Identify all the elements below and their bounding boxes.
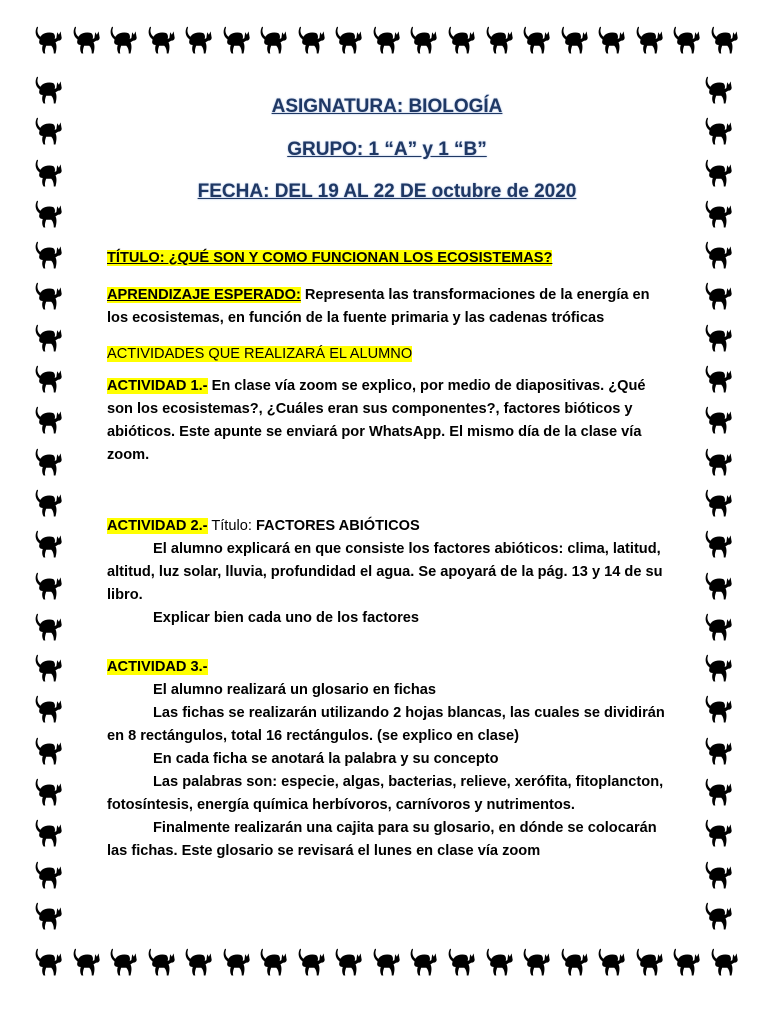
activity-3-paragraph: Finalmente realizarán una cajita para su glosario, en dónde se colocarán las fichas. Este glosario se revisará el lunes en clase vía zoom <box>107 820 657 859</box>
activities-heading <box>107 343 667 366</box>
black-cat-icon <box>481 944 515 978</box>
black-cat-icon <box>700 361 734 395</box>
black-cat-icon <box>700 485 734 519</box>
black-cat-icon <box>105 22 139 56</box>
black-cat-icon <box>700 898 734 932</box>
activity-3-paragraph: Las fichas se realizarán utilizando 2 hojas blancas, las cuales se dividirán en 8 rectángulos, total 16 rectángulos. (se explico en clase) <box>107 705 665 744</box>
black-cat-icon <box>593 944 627 978</box>
black-cat-icon <box>706 22 740 56</box>
black-cat-icon <box>330 22 364 56</box>
black-cat-icon <box>700 650 734 684</box>
activity-2-paragraph: El alumno explicará en que consiste los factores abióticos: clima, latitud, altitud, luz solar, lluvia, profundidad el agua. Se apoyará de la pág. 13 y 14 de su libro. <box>107 541 663 603</box>
black-cat-icon <box>105 944 139 978</box>
black-cat-icon <box>30 320 64 354</box>
black-cat-icon <box>68 22 102 56</box>
activities-heading-text: ACTIVIDADES QUE REALIZARÁ EL ALUMNO <box>107 346 413 362</box>
black-cat-icon <box>30 444 64 478</box>
black-cat-icon <box>143 22 177 56</box>
black-cat-icon <box>180 944 214 978</box>
black-cat-icon <box>30 72 64 106</box>
black-cat-icon <box>30 815 64 849</box>
subject-heading: ASIGNATURA: BIOLOGÍA <box>271 96 503 117</box>
black-cat-icon <box>30 113 64 147</box>
black-cat-icon <box>30 485 64 519</box>
expected-learning <box>107 284 667 330</box>
black-cat-icon <box>700 196 734 230</box>
date-heading: FECHA: DEL 19 AL 22 DE octubre de 2020 <box>197 181 577 202</box>
black-cat-icon <box>700 526 734 560</box>
black-cat-icon <box>631 22 665 56</box>
black-cat-icon <box>30 278 64 312</box>
black-cat-icon <box>700 113 734 147</box>
black-cat-icon <box>30 196 64 230</box>
black-cat-icon <box>700 278 734 312</box>
activity-3-paragraph: Las palabras son: especie, algas, bacterias, relieve, xerófita, fitoplancton, fotosíntesis, energía química herbívoros, carnívoros y nutrimentos. <box>107 774 664 813</box>
activity-1-text: En clase vía zoom se explico, por medio de diapositivas. ¿Qué son los ecosistemas?, ¿Cuáles eran sus componentes?, factores bióticos y abióticos. Este apunte se enviará por WhatsApp. El mismo día de la clase vía zoom. <box>107 378 646 463</box>
cat-border-top <box>30 22 740 56</box>
black-cat-icon <box>30 568 64 602</box>
black-cat-icon <box>700 72 734 106</box>
activity-3 <box>107 656 667 863</box>
black-cat-icon <box>700 568 734 602</box>
activity-2-title-prefix: Título: <box>207 518 256 534</box>
black-cat-icon <box>30 691 64 725</box>
black-cat-icon <box>30 155 64 189</box>
black-cat-icon <box>481 22 515 56</box>
black-cat-icon <box>68 944 102 978</box>
document-title <box>107 247 667 270</box>
activity-2-title: FACTORES ABIÓTICOS <box>255 518 420 534</box>
activity-2-label: ACTIVIDAD 2.- <box>107 518 208 534</box>
activity-3-paragraph: El alumno realizará un glosario en fichas <box>153 682 437 698</box>
black-cat-icon <box>700 815 734 849</box>
black-cat-icon <box>668 22 702 56</box>
black-cat-icon <box>30 857 64 891</box>
cat-border-bottom <box>30 944 740 978</box>
black-cat-icon <box>631 944 665 978</box>
activity-2-paragraph: Explicar bien cada uno de los factores <box>153 610 420 626</box>
black-cat-icon <box>368 22 402 56</box>
activity-2 <box>107 515 667 630</box>
black-cat-icon <box>30 898 64 932</box>
activity-3-paragraph: En cada ficha se anotará la palabra y su concepto <box>153 751 499 767</box>
black-cat-icon <box>218 944 252 978</box>
black-cat-icon <box>30 402 64 436</box>
expected-learning-label: APRENDIZAJE ESPERADO: <box>107 287 301 303</box>
black-cat-icon <box>700 691 734 725</box>
expected-learning-text: Representa las transformaciones de la energía en los ecosistemas, en función de la fuente primaria y las cadenas tróficas <box>107 287 650 326</box>
black-cat-icon <box>700 733 734 767</box>
black-cat-icon <box>293 944 327 978</box>
black-cat-icon <box>30 526 64 560</box>
black-cat-icon <box>368 944 402 978</box>
black-cat-icon <box>30 774 64 808</box>
black-cat-icon <box>556 22 590 56</box>
cat-border-left <box>30 72 64 932</box>
black-cat-icon <box>700 857 734 891</box>
black-cat-icon <box>30 22 64 56</box>
document-title-text: TÍTULO: ¿QUÉ SON Y COMO FUNCIONAN LOS ECOSISTEMAS? <box>107 250 553 266</box>
black-cat-icon <box>518 22 552 56</box>
black-cat-icon <box>700 774 734 808</box>
black-cat-icon <box>255 944 289 978</box>
black-cat-icon <box>700 237 734 271</box>
black-cat-icon <box>30 237 64 271</box>
group-heading: GRUPO: 1 “A” y 1 “B” <box>287 139 487 160</box>
black-cat-icon <box>330 944 364 978</box>
black-cat-icon <box>700 609 734 643</box>
black-cat-icon <box>405 944 439 978</box>
black-cat-icon <box>443 944 477 978</box>
black-cat-icon <box>700 402 734 436</box>
black-cat-icon <box>143 944 177 978</box>
activity-1 <box>107 375 667 467</box>
black-cat-icon <box>700 320 734 354</box>
black-cat-icon <box>30 650 64 684</box>
black-cat-icon <box>700 155 734 189</box>
black-cat-icon <box>593 22 627 56</box>
black-cat-icon <box>405 22 439 56</box>
black-cat-icon <box>706 944 740 978</box>
black-cat-icon <box>518 944 552 978</box>
black-cat-icon <box>556 944 590 978</box>
black-cat-icon <box>218 22 252 56</box>
black-cat-icon <box>30 733 64 767</box>
black-cat-icon <box>30 944 64 978</box>
black-cat-icon <box>30 609 64 643</box>
black-cat-icon <box>443 22 477 56</box>
black-cat-icon <box>293 22 327 56</box>
black-cat-icon <box>668 944 702 978</box>
black-cat-icon <box>30 361 64 395</box>
black-cat-icon <box>180 22 214 56</box>
activity-3-label: ACTIVIDAD 3.- <box>107 659 208 675</box>
black-cat-icon <box>255 22 289 56</box>
activity-1-label: ACTIVIDAD 1.- <box>107 378 208 394</box>
black-cat-icon <box>700 444 734 478</box>
cat-border-right <box>700 72 734 932</box>
